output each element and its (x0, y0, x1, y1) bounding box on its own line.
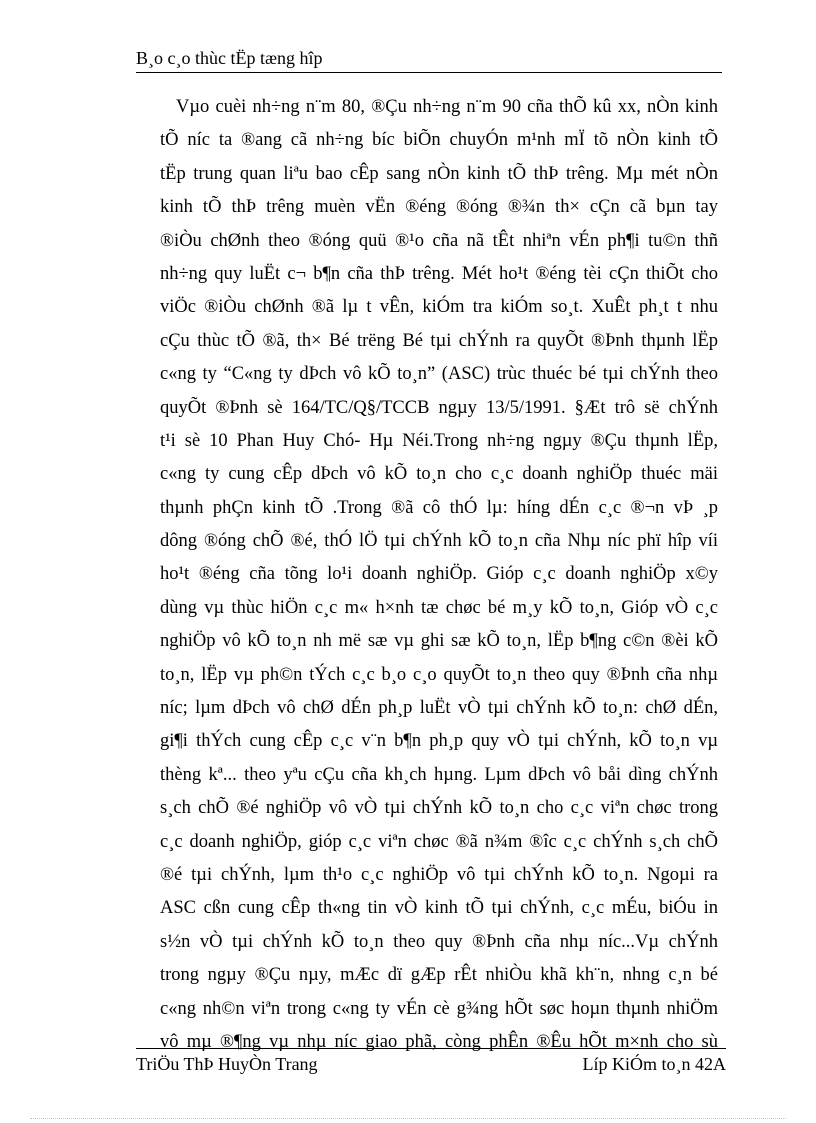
document-body (160, 94, 718, 1062)
paragraph-line: s¸ch chÕ ®é nghiÖp vô vÒ tµi chÝnh kÕ to¸n cho c¸c viªn chøc trong (160, 798, 718, 819)
header-divider (136, 72, 722, 73)
footer-author: TriÖu ThÞ HuyÒn Trang (136, 1054, 318, 1074)
page-boundary (30, 1118, 786, 1119)
paragraph-line: dông ®óng chÕ ®é, thÓ lÖ tµi chÝnh kÕ to¸n cña Nhµ níc phï hîp víi (160, 531, 718, 552)
paragraph-line: ®é tµi chÝnh, lµm th¹o c¸c nghiÖp vô tµi chÝnh kÕ to¸n. Ngoµi ra (160, 864, 718, 885)
paragraph-line: ho¹t ®éng cña tõng lo¹i doanh nghiÖp. Gióp c¸c doanh nghiÖp x©y (160, 564, 718, 585)
paragraph-line: c«ng ty cung cÊp dÞch vô kÕ to¸n cho c¸c doanh nghiÖp thuéc mäi (160, 464, 718, 485)
paragraph-line: kinh tÕ thÞ trêng muèn vËn ®éng ®óng ®¾n th× cÇn cã bµn tay (160, 197, 718, 218)
paragraph-line: thèng kª... theo yªu cÇu cña kh¸ch hµng. Lµm dÞch vô båi dìng chÝnh (160, 764, 718, 785)
paragraph-line: c«ng ty “C«ng ty dÞch vô kÕ to¸n” (ASC) trùc thuéc bé tµi chÝnh theo (160, 364, 718, 385)
paragraph-line: ®iÒu chØnh theo ®óng quü ®¹o cña nã tÊt nhiªn vÉn ph¶i tu©n thñ (160, 230, 718, 251)
paragraph-line: dùng vµ thùc hiÖn c¸c m« h×nh tæ chøc bé m¸y kÕ to¸n, Gióp vÒ c¸c (160, 597, 718, 618)
paragraph-line: nh÷ng quy luËt c¬ b¶n cña thÞ trêng. Mét ho¹t ®éng tèi cÇn thiÕt cho (160, 263, 718, 284)
paragraph-line: ASC cßn cung cÊp th«ng tin vÒ kinh tÕ tµi chÝnh, c¸c mÉu, biÓu in (160, 898, 718, 919)
paragraph-line: níc; lµm dÞch vô chØ dÉn ph¸p luËt vÒ tµi chÝnh kÕ to¸n: chØ dÉn, (160, 698, 718, 719)
paragraph-line: c«ng nh©n viªn trong c«ng ty vÉn cè g¾ng hÕt søc hoµn thµnh nhiÖm (160, 998, 718, 1019)
paragraph-line: viÖc ®iÒu chØnh ®ã lµ t vÊn, kiÓm tra kiÓm so¸t. XuÊt ph¸t t nhu (160, 297, 718, 318)
paragraph-line: tËp trung quan liªu bao cÊp sang nÒn kinh tÕ thÞ trêng. Mµ mét nÒn (160, 163, 718, 184)
page-header-title: B¸o c¸o thùc tËp tæng hîp (136, 48, 323, 68)
paragraph-line: trong ngµy ®Çu nµy, mÆc dï gÆp rÊt nhiÒu khã kh¨n, nhng c¸n bé (160, 965, 718, 986)
paragraph-line: to¸n, lËp vµ ph©n tÝch c¸c b¸o c¸o quyÕt to¸n theo quy ®Þnh cña nhµ (160, 664, 718, 685)
paragraph-line: nghiÖp vô kÕ to¸n nh më sæ vµ ghi sæ kÕ to¸n, lËp b¶ng c©n ®èi kÕ (160, 631, 718, 652)
paragraph-line: thµnh phÇn kinh tÕ .Trong ®ã cô thÓ lµ: híng dÉn c¸c ®¬n vÞ ¸p (160, 497, 718, 518)
paragraph-line: s½n vÒ tµi chÝnh kÕ to¸n theo quy ®Þnh cña nhµ níc...Vµ chÝnh (160, 931, 718, 952)
paragraph-line: cÇu thùc tÕ ®ã, th× Bé trëng Bé tµi chÝnh ra quyÕt ®Þnh thµnh lËp (160, 330, 718, 351)
footer-divider (136, 1048, 726, 1049)
paragraph-line: quyÕt ®Þnh sè 164/TC/Q§/TCCB ngµy 13/5/1991. §Æt trô së chÝnh (160, 397, 718, 418)
paragraph-line: c¸c doanh nghiÖp, gióp c¸c viªn chøc ®ã n¾m ®îc c¸c chÝnh s¸ch chÕ (160, 831, 718, 852)
footer-class: Líp KiÓm to¸n 42A (582, 1054, 726, 1074)
paragraph-line: tÕ níc ta ®ang cã nh÷ng bíc biÕn chuyÓn m¹nh mÏ tõ nÒn kinh tÕ (160, 130, 718, 151)
paragraph-line: t¹i sè 10 Phan Huy Chó- Hµ Néi.Trong nh÷ng ngµy ®Çu thµnh lËp, (160, 430, 718, 451)
paragraph-line: vô mµ ®¶ng vµ nhµ níc giao phã, còng phÊn ®Êu hÕt m×nh cho sù (160, 1031, 718, 1052)
paragraph-line: Vµo cuèi nh÷ng n¨m 80, ®Çu nh÷ng n¨m 90 cña thÕ kû xx, nÒn kinh (176, 97, 718, 117)
paragraph-line: gi¶i thÝch cung cÊp c¸c v¨n b¶n ph¸p quy vÒ tµi chÝnh, kÕ to¸n vµ (160, 731, 718, 752)
